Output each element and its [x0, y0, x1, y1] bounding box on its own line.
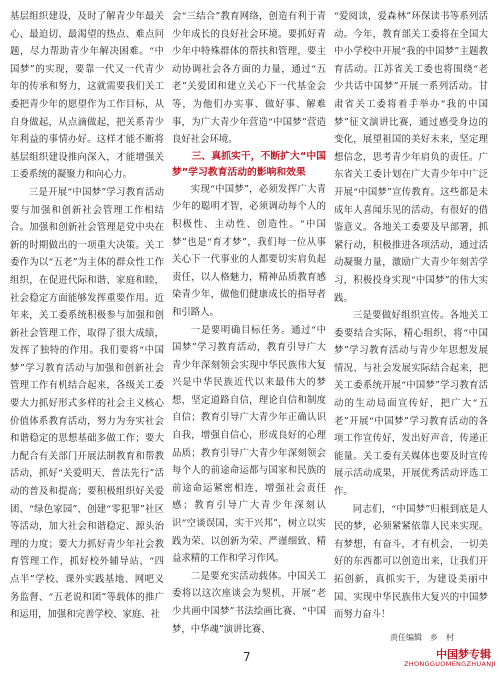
- responsible-editor: 责任编辑 乡 村: [390, 633, 454, 642]
- paragraph: 三是开展“中国梦”学习教育活动要与加强和创新社会管理工作相结合。加强和创新社会管理是党中央在新的时期做出的一项重大决策。关工委作为以“五老”为主体的群众性工作组织，在促进代际和谐、家庭和睦，社会稳定方面能够发挥重要作用。近年来，关工委系统积极参与加强和创新社会管理工作，取得了很大成绩，发挥了独特的作用。我们要将“中国梦”学习教育活动与加强和创新社会管理工作有机结合起来，各级关工委要大力抓好形式多样的社会主义核心价值体系教育活动，努力为夯实社会和谐稳定的思想基础多做工作；要大力配合有关部门开展法制教育和帮教活动，抓好“关爱明天、普法先行”活动的普及和提高；要积极组织好关爱团、“绿色家园”、创建“零犯罪”社区等活动，加大社会和谐稳定、源头治理的力度；要大力抓好青少年社会教育管理工作，抓好校外辅导站、“四点半”学校、课外实践基地、网吧义务监督、“五老说和团”等载体的推广和运用，加强和完善学校、家庭、社: [10, 186, 164, 621]
- article-column-2: [172, 8, 326, 638]
- paragraph: 会“三结合”教育网络，创造有利于青少年成长的良好社会环境。要抓好青少年中特殊群体的帮扶和管理，要主动协调社会各方面的力量，通过“五老”关爱团和建立关心下一代基金会等，为他们办实事、做好事、解难事，为广大青少年营造“中国梦”营造良好社会环境。: [172, 11, 326, 146]
- section-heading: 三、真抓实干，不断扩大“中国梦”学习教育活动的影响和效果: [172, 150, 326, 178]
- article-column-1: [10, 8, 164, 624]
- paragraph: 基层组织建设，及时了解青少年最关心、最迫切、最渴望的热点、难点问题，尽力帮助青少年解决困难。“中国梦”的实现，要靠一代又一代青少年的传承和努力，这就需要我们关工委把青少年的愿望作为工作目标，从自身做起，从点滴做起，把关系青少年利益的事情办好。这样才能不断将基层组织建设推向深入，才能增强关工委系统的凝聚力和向心力。: [10, 11, 164, 181]
- paragraph: 一是要明确目标任务。通过“中国梦”学习教育活动，教育引导广大青少年深刻领会实现中华民族伟大复兴是中华民族近代以来最伟大的梦想，坚定道路自信，理论自信和制度自信；教育引导广大青少年正确认识自我，增强自信心，形成良好的心理品质；教育引导广大青少年深刻领会每个人的前途命运都与国家和民族的前途命运紧密相连，增强社会责任感；教育引导广大青少年深刻认识“空谈误国，实干兴邦”，树立以实践为荣、以创新为荣、严谨细致、精益求精的工作和学习作风。: [172, 324, 326, 565]
- magazine-pinyin: ZHONGGUOMENGZHUANJI: [404, 660, 496, 668]
- paragraph: 实现“中国梦”，必须发挥广大青少年的聪明才智，必须调动每个人的积极性、主动性、创造性。“中国梦”也是“育才梦”，我们每一位从事关心下一代事业的人都要切实肩负起责任，以人格魅力，精神品质教育感染青少年，做他们健康成长的指导者和引路人。: [172, 183, 326, 318]
- page-number: 7: [243, 650, 251, 664]
- paragraph: 二是要充实活动载体。中国关工委将以这次座谈会为契机，开展“老少共画中国梦”书法绘画比赛、“中国梦，中华魂”演讲比赛、: [172, 570, 326, 635]
- paragraph: 三是要做好组织宣传。各地关工委要结合实际，精心组织，将“中国梦”学习教育活动与青少年思想发展情况、与社会发展实际结合起来，把关工委系统开展“中国梦”学习教育活动的生动局面宣传好，把广大“五老”开展“中国梦”学习教育活动的各项工作宣传好，发出好声音，传递正能量。关工委有关媒体也要及时宣传展示活动成果，开展优秀活动评选工作。: [334, 310, 488, 498]
- magazine-title: 中国梦专辑: [436, 648, 491, 661]
- article-column-3: [334, 8, 488, 624]
- paragraph: 同志们，“中国梦”归根到底是人民的梦，必须紧紧依靠人民来实现。有梦想，有奋斗，才有机会，一切美好的东西都可以创造出来，让我们开拓创新，真抓实干，为建设美丽中国、实现中华民族伟大复兴的中国梦而努力奋斗！: [334, 503, 488, 621]
- paragraph: “爱阅读，爱森林”环保读书等系列活动。今年，教育部关工委将在全国大中小学校中开展“我的中国梦”主题教育活动。江苏省关工委也将围绕“老少共话中国梦”开展一系列活动。甘肃省关工委将着手举办“我的中国梦”征文演讲比赛，通过感受身边的变化，展望祖国的美好未来，坚定理想信念，思考青少年肩负的责任。广东省关工委计划在广大青少年中广泛开展“中国梦”宣传教育。这些都是未成年人喜闻乐见的活动，有很好的借鉴意义。各地关工委要及早部署，抓紧行动，积极推进各项活动，通过活动凝聚力量，激励广大青少年刻苦学习，积极投身实现“中国梦”的伟大实践。: [334, 11, 488, 304]
